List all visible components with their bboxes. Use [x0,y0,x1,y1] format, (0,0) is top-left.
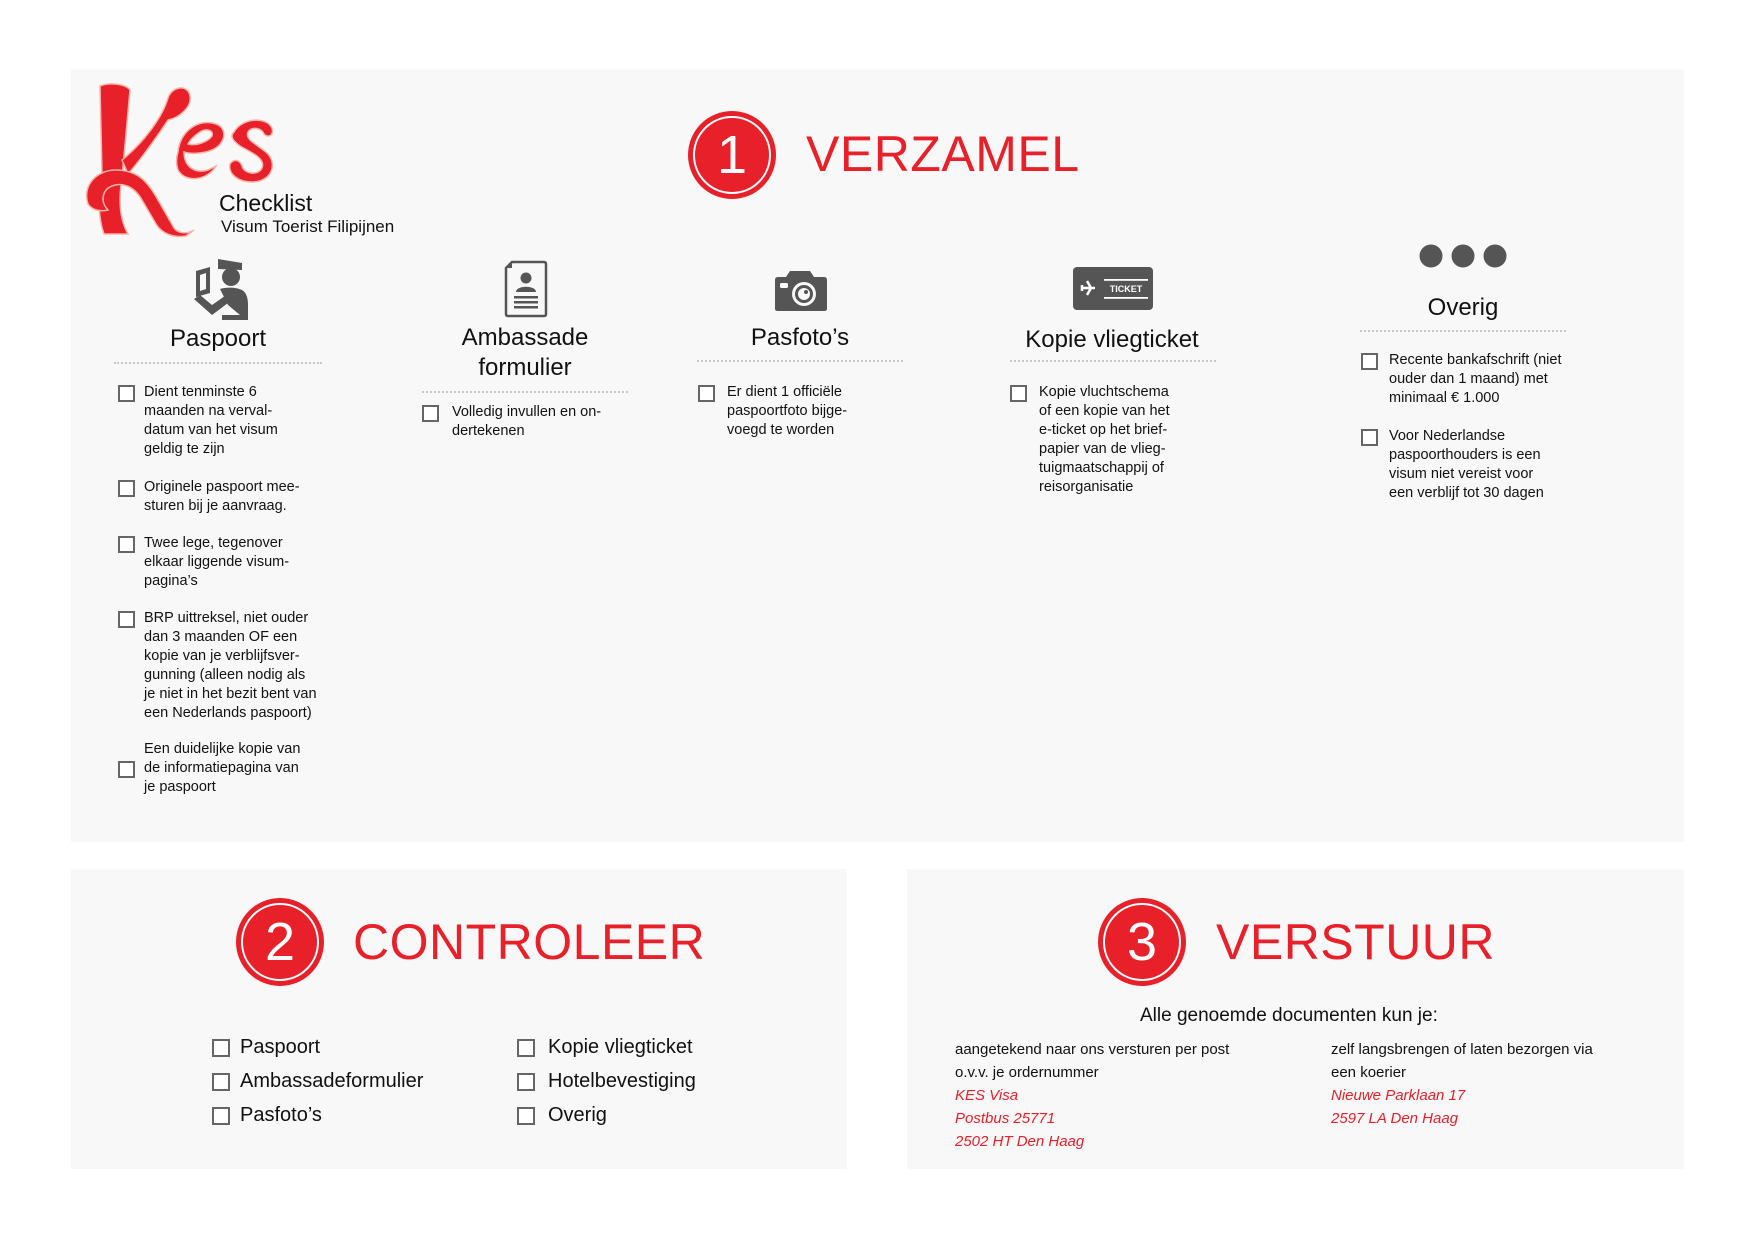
post-address-line: KES Visa [955,1087,1019,1104]
step-1-title: VERZAMEL [806,126,1080,182]
step-1-badge [688,111,776,199]
item-text-line: sturen bij je aanvraag. [144,498,287,514]
item-text-line: Twee lege, tegenover [144,535,283,551]
item-text-line: pagina’s [144,573,198,589]
check-checkbox[interactable] [517,1073,535,1091]
item-text-line: elkaar liggende visum- [144,554,290,570]
step-2-number: 2 [264,912,296,972]
divider [1360,330,1566,332]
post-address-line: Postbus 25771 [955,1110,1056,1127]
step-2-badge [236,898,324,986]
item-text-line: maanden na verval- [144,403,273,419]
item-text-line: Recente bankafschrift (niet [1389,352,1562,368]
ticket-icon [1073,267,1153,310]
item-text-line: tuigmaatschappij of [1039,460,1164,476]
col-title-overig: Overig [1427,294,1499,321]
item-text-line: geldig te zijn [144,441,225,457]
col-title-kopie-vliegticket: Kopie vliegticket [1025,326,1199,353]
item-checkbox[interactable] [118,761,135,778]
more-dots-icon [1419,244,1507,268]
item-text-line: je paspoort [144,779,216,795]
divider [697,360,903,362]
check-item-label: Paspoort [240,1036,321,1058]
item-text-line: Volledig invullen en on- [452,404,602,420]
step-3-number: 3 [1126,912,1158,972]
divider [422,391,628,393]
item-checkbox[interactable] [118,536,135,553]
item-checkbox[interactable] [118,480,135,497]
check-checkbox[interactable] [212,1107,230,1125]
item-text-line: ouder dan 1 maand) met [1389,371,1548,387]
courier-line-1: zelf langsbrengen of laten bezorgen via [1331,1041,1593,1058]
col-title-ambassade-line2: formulier [478,354,572,381]
item-text-line: datum van het visum [144,422,278,438]
courier-address-line: 2597 LA Den Haag [1331,1110,1459,1127]
item-checkbox[interactable] [118,385,135,402]
item-text-line: minimaal € 1.000 [1389,390,1500,406]
item-text-line: reisorganisatie [1039,479,1134,495]
step-3-title: VERSTUUR [1216,914,1496,970]
step-1-number: 1 [716,125,748,185]
post-line-2: o.v.v. je ordernummer [955,1064,1099,1081]
item-text-line: of een kopie van het [1039,403,1170,419]
courier-line-2: een koerier [1331,1064,1407,1081]
col-title-paspoort: Paspoort [169,325,267,352]
check-item-label: Hotelbevestiging [548,1070,696,1092]
item-checkbox[interactable] [422,405,439,422]
check-item-label: Overig [548,1104,607,1126]
item-text-line: Er dient 1 officiële [727,384,842,400]
form-document-icon [504,260,548,318]
item-text-line: Voor Nederlandse [1389,428,1506,444]
divider [114,362,322,364]
col-title-pasfotos: Pasfoto’s [750,324,850,351]
item-text-line: de informatiepagina van [144,760,299,776]
post-line-1: aangetekend naar ons versturen per post [955,1041,1230,1058]
check-item-label: Pasfoto’s [240,1104,322,1126]
col-title-ambassade-line1: Ambassade [461,324,589,351]
step-2-title: CONTROLEER [353,914,706,970]
item-text-line: visum niet vereist voor [1389,466,1534,482]
step-3-badge [1098,898,1186,986]
item-text-line: gunning (alleen nodig als [144,667,306,683]
item-text-line: Dient tenminste 6 [144,384,257,400]
ticket-icon-text: TICKET [1109,284,1143,294]
camera-icon [774,267,828,312]
item-text-line: Originele paspoort mee- [144,479,300,495]
passport-control-icon [192,257,250,321]
item-text-line: dan 3 maanden OF een [144,629,298,645]
logo-title: Checklist [219,190,313,216]
post-address-line: 2502 HT Den Haag [955,1133,1085,1150]
item-text-line: dertekenen [452,423,525,439]
check-checkbox[interactable] [212,1039,230,1057]
courier-address-line: Nieuwe Parklaan 17 [1331,1087,1466,1104]
item-text-line: paspoorthouders is een [1389,447,1541,463]
item-checkbox[interactable] [118,611,135,628]
item-text-line: Een duidelijke kopie van [144,741,301,757]
logo-subtitle: Visum Toerist Filipijnen [221,217,395,236]
check-checkbox[interactable] [212,1073,230,1091]
divider [1010,360,1216,362]
check-item-label: Kopie vliegticket [548,1036,693,1058]
item-text-line: BRP uittreksel, niet ouder [144,610,309,626]
item-text-line: kopie van je verblijfsver- [144,648,300,664]
item-text-line: een Nederlands paspoort) [144,705,312,721]
check-checkbox[interactable] [517,1107,535,1125]
item-checkbox[interactable] [1010,385,1027,402]
item-checkbox[interactable] [1361,353,1378,370]
item-text-line: een verblijf tot 30 dagen [1389,485,1544,501]
check-checkbox[interactable] [517,1039,535,1057]
item-checkbox[interactable] [698,385,715,402]
item-text-line: je niet in het bezit bent van [144,686,317,702]
item-text-line: Kopie vluchtschema [1039,384,1169,400]
item-text-line: paspoortfoto bijge- [727,403,848,419]
item-text-line: e-ticket op het brief- [1039,422,1168,438]
check-item-label: Ambassadeformulier [240,1070,424,1092]
send-intro: Alle genoemde documenten kun je: [1140,1005,1438,1026]
item-checkbox[interactable] [1361,429,1378,446]
item-text-line: papier van de vlieg- [1039,441,1166,457]
item-text-line: voegd te worden [727,422,835,438]
